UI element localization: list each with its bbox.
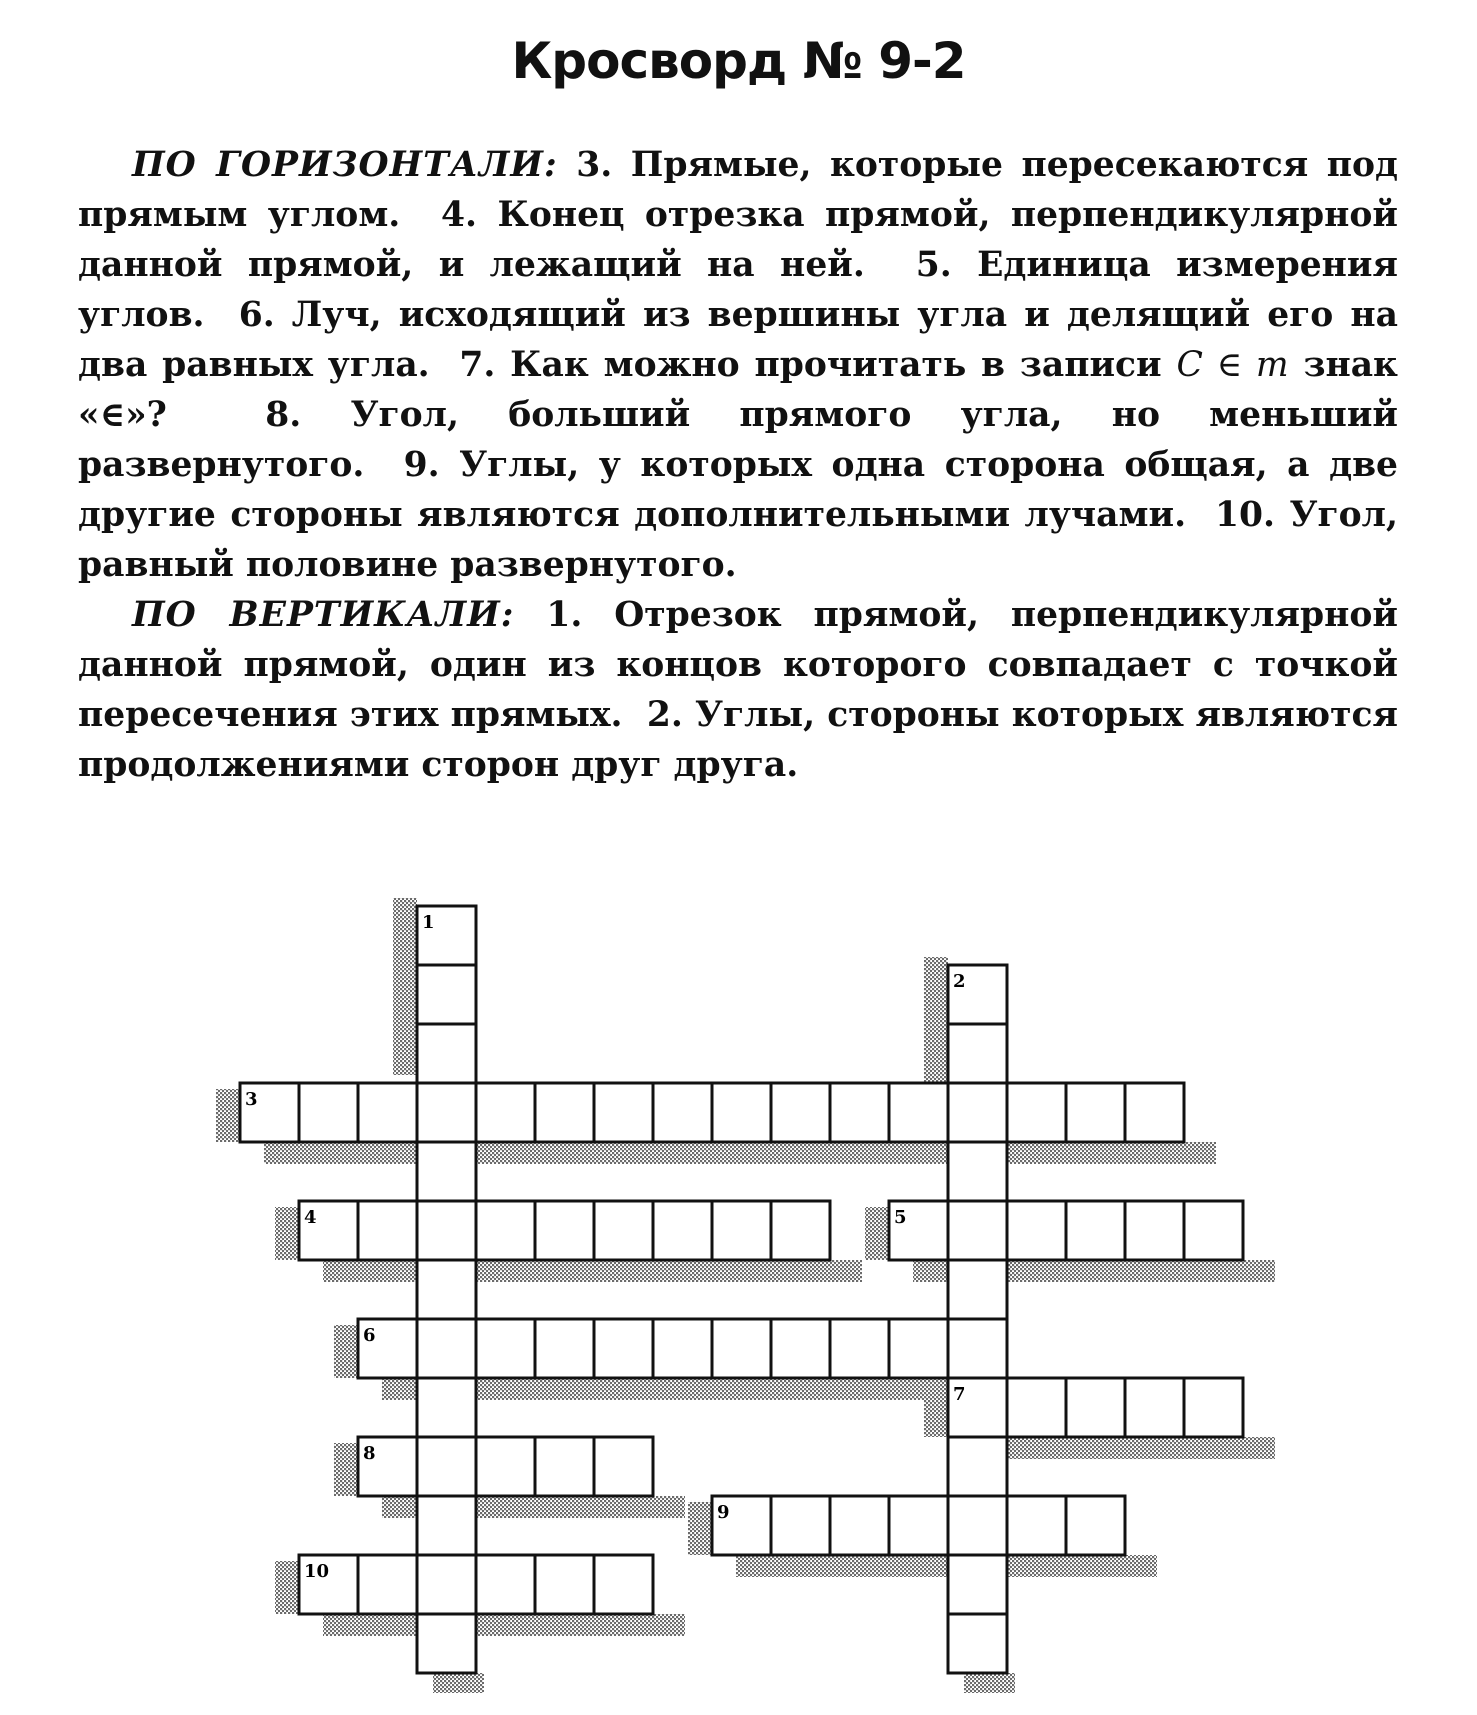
grid-cell (653, 1201, 712, 1260)
grid-cell (417, 1024, 476, 1083)
clue-3: 3. Прямые, которые пересекаются под прямым углом. (78, 145, 1398, 235)
grid-cell (1066, 1201, 1125, 1260)
grid-cell (417, 1437, 476, 1496)
grid-cell (476, 1437, 535, 1496)
grid-cell (417, 1083, 476, 1142)
grid-cell (417, 1378, 476, 1437)
grid-cell (1066, 1378, 1125, 1437)
grid-cell (889, 1083, 948, 1142)
clue-6: 6. Луч, исходящий из вершины угла и делящий его на два равных угла. (78, 295, 1398, 385)
word-shadow-bottom (323, 1260, 862, 1282)
grid-cell (1125, 1201, 1184, 1260)
grid-cell (948, 1555, 1007, 1614)
grid-cell (889, 1496, 948, 1555)
grid-number-5: 5 (894, 1207, 907, 1228)
inline-formula: C ∈ m (1176, 345, 1289, 385)
grid-cell (712, 1083, 771, 1142)
grid-cell (830, 1319, 889, 1378)
grid-cell (476, 1319, 535, 1378)
grid-cell (1066, 1496, 1125, 1555)
grid-cell (417, 1555, 476, 1614)
clue-10: 10. Угол, равный половине развернутого. (78, 495, 1398, 585)
grid-cell (653, 1083, 712, 1142)
grid-cell (594, 1437, 653, 1496)
grid-cell (1007, 1496, 1066, 1555)
grid-cell (535, 1437, 594, 1496)
grid-cell (594, 1319, 653, 1378)
word-shadow-left (216, 1089, 240, 1142)
word-shadow-left (275, 1561, 299, 1614)
grid-cell (417, 1614, 476, 1673)
grid-cell (476, 1555, 535, 1614)
grid-cell (594, 1083, 653, 1142)
grid-number-3: 3 (245, 1089, 258, 1110)
grid-cell (948, 1142, 1007, 1201)
grid-cell (476, 1083, 535, 1142)
grid-cell (417, 1142, 476, 1201)
grid-cell (1007, 1083, 1066, 1142)
grid-cell (417, 1496, 476, 1555)
clue-4: 4. Конец отрезка прямой, перпендикулярной данной прямой, и лежащий на ней. (78, 195, 1398, 285)
grid-cell (948, 1319, 1007, 1378)
grid-cell (889, 1319, 948, 1378)
grid-cell (948, 1201, 1007, 1260)
grid-cell (1066, 1083, 1125, 1142)
grid-cell (771, 1201, 830, 1260)
grid-cell (948, 1437, 1007, 1496)
grid-number-2: 2 (953, 971, 966, 992)
grid-cell (1125, 1083, 1184, 1142)
vertical-heading: ПО ВЕРТИКАЛИ: (132, 595, 515, 635)
grid-cell (653, 1319, 712, 1378)
grid-cell (417, 965, 476, 1024)
grid-number-8: 8 (363, 1443, 376, 1464)
grid-cell (358, 1201, 417, 1260)
word-shadow-bottom (264, 1142, 1216, 1164)
word-shadow-bottom (433, 1673, 484, 1693)
word-shadow-bottom (964, 1673, 1015, 1693)
word-shadow-left (334, 1325, 358, 1378)
word-shadow-left (334, 1443, 358, 1496)
grid-cell (417, 1319, 476, 1378)
grid-number-6: 6 (363, 1325, 376, 1346)
clue-5: 5. Единица измерения углов. (78, 245, 1399, 335)
grid-cell (712, 1201, 771, 1260)
grid-cell (948, 1260, 1007, 1319)
page-title: Кросворд № 9-2 (511, 32, 966, 90)
grid-cell (1007, 1378, 1066, 1437)
word-shadow-left (865, 1207, 889, 1260)
grid-cell (417, 1260, 476, 1319)
horizontal-heading: ПО ГОРИЗОНТАЛИ: (132, 145, 558, 185)
grid-cell (1125, 1378, 1184, 1437)
word-shadow-left (275, 1207, 299, 1260)
word-shadow-bottom (972, 1437, 1275, 1459)
clue-1: 1. Отрезок прямой, перпендикулярной данной прямой, один из концов которого совпадает с точкой пересечения этих прямых. (78, 595, 1398, 735)
grid-cell (830, 1083, 889, 1142)
grid-cell (830, 1496, 889, 1555)
clue-7: 7. Как можно прочитать в записи C ∈ m знак «∈»? (78, 345, 1398, 435)
grid-number-4: 4 (304, 1207, 317, 1228)
clue-2: 2. Углы, стороны которых являются продолжениями сторон друг друга. (78, 695, 1398, 785)
grid-number-10: 10 (304, 1561, 330, 1582)
grid-cell (948, 1083, 1007, 1142)
grid-cell (358, 1083, 417, 1142)
grid-cell (948, 1024, 1007, 1083)
clue-8: 8. Угол, больший прямого угла, но меньший развернутого. (78, 395, 1398, 485)
grid-cell (1184, 1201, 1243, 1260)
grid-cell (535, 1201, 594, 1260)
grid-number-1: 1 (422, 912, 435, 933)
grid-cell (771, 1496, 830, 1555)
grid-cell (299, 1083, 358, 1142)
grid-cell (712, 1319, 771, 1378)
grid-cell (771, 1319, 830, 1378)
grid-cell (1184, 1378, 1243, 1437)
grid-cell (771, 1083, 830, 1142)
grid-cell (594, 1555, 653, 1614)
word-shadow-bottom (323, 1614, 685, 1636)
grid-cell (594, 1201, 653, 1260)
grid-cell (948, 1496, 1007, 1555)
grid-cell (358, 1555, 417, 1614)
grid-cell (476, 1201, 535, 1260)
grid-cell (535, 1083, 594, 1142)
clue-9: 9. Углы, у которых одна сторона общая, а две другие стороны являются дополнительными лучами. (78, 445, 1398, 535)
grid-cell (1007, 1201, 1066, 1260)
grid-cell (948, 1614, 1007, 1673)
grid-cell (535, 1319, 594, 1378)
word-shadow-left (688, 1502, 712, 1555)
grid-number-9: 9 (717, 1502, 730, 1523)
grid-cell (417, 1201, 476, 1260)
grid-number-7: 7 (953, 1384, 966, 1405)
word-shadow-left (924, 1384, 948, 1437)
grid-cell (535, 1555, 594, 1614)
word-shadow-left (393, 898, 417, 1075)
